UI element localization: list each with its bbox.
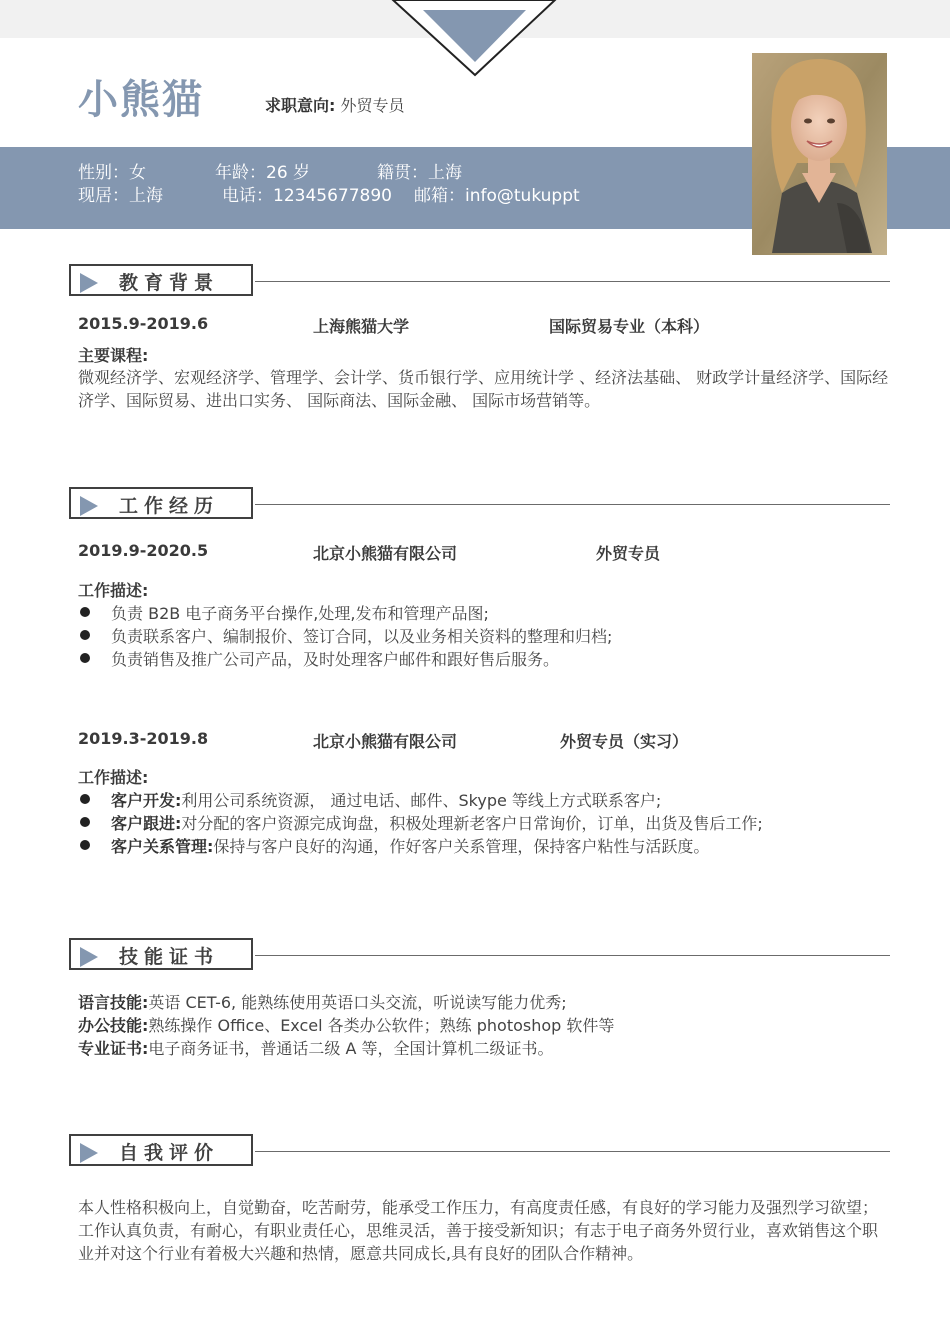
bullet-dot-icon xyxy=(80,630,90,640)
candidate-name: 小熊猫 xyxy=(78,77,204,123)
skill-certificates: 专业证书:电子商务证书，普通话二级 A 等，全国计算机二级证书。 xyxy=(78,1039,554,1058)
work-2-period: 2019.3-2019.8 xyxy=(78,729,209,748)
section-divider xyxy=(255,504,890,505)
section-divider xyxy=(255,281,890,282)
job-intent-value: 外贸专员 xyxy=(340,96,405,115)
self-evaluation-text: 本人性格积极向上，自觉勤奋，吃苦耐劳，能承受工作压力，有高度责任感，有良好的学习能力及强烈学习欲望；工作认真负责，有耐心，有职业责任心，思维灵活，善于接受新知识；有志于电子商务外贸行业，喜欢销售这个职业并对这个行业有着极大兴趣和热情，愿意共同成长,具有良好的团队合作精神。 xyxy=(78,1198,879,1263)
work-2-position: 外贸专员（实习） xyxy=(560,732,689,751)
section-header-self xyxy=(69,1134,253,1166)
residence: 现居：上海 xyxy=(78,186,163,206)
gender: 性别：女 xyxy=(78,163,146,183)
section-title-skills: 技能证书 xyxy=(119,946,220,968)
bullet-dot-icon xyxy=(80,794,90,804)
profile-photo xyxy=(752,53,887,255)
education-major: 国际贸易专业（本科） xyxy=(549,317,710,336)
native-place: 籍贯：上海 xyxy=(377,163,462,183)
education-period: 2015.9-2019.6 xyxy=(78,314,209,333)
bullet-dot-icon xyxy=(80,607,90,617)
education-school: 上海熊猫大学 xyxy=(313,317,410,336)
age: 年龄：26 岁 xyxy=(215,163,311,183)
triangle-right-icon xyxy=(80,273,98,293)
email: 邮箱：info@tukuppt xyxy=(414,186,580,206)
work-1-company: 北京小熊猫有限公司 xyxy=(313,544,458,563)
section-title-education: 教育背景 xyxy=(119,272,220,294)
courses-text: 微观经济学、宏观经济学、管理学、会计学、货币银行学、应用统计学 、经济法基础、 财政学计量经济学、国际经济学、国际贸易、进出口实务、 国际商法、国际金融、 国际市场营销等。 xyxy=(78,368,889,410)
skill-language: 语言技能:英语 CET-6, 能熟练使用英语口头交流，听说读写能力优秀; xyxy=(78,993,567,1012)
section-divider xyxy=(255,955,890,956)
section-title-work: 工作经历 xyxy=(119,495,220,517)
work-2-company: 北京小熊猫有限公司 xyxy=(313,732,458,751)
work-1-desc-label: 工作描述: xyxy=(78,581,149,600)
phone: 电话：12345677890 xyxy=(222,186,392,206)
triangle-right-icon xyxy=(80,1143,98,1163)
courses-label: 主要课程: xyxy=(78,346,149,365)
bullet-dot-icon xyxy=(80,653,90,663)
section-header-work xyxy=(69,487,253,519)
work-1-period: 2019.9-2020.5 xyxy=(78,541,209,560)
bullet-dot-icon xyxy=(80,840,90,850)
section-divider xyxy=(255,1151,890,1152)
job-intent xyxy=(265,93,405,116)
skill-office: 办公技能:熟练操作 Office、Excel 各类办公软件；熟练 photoshop 软件等 xyxy=(78,1016,615,1035)
job-intent-label: 求职意向: xyxy=(265,96,336,115)
bullet-dot-icon xyxy=(80,817,90,827)
section-header-education xyxy=(69,264,253,296)
section-title-self: 自我评价 xyxy=(119,1142,220,1164)
section-header-skills xyxy=(69,938,253,970)
triangle-right-icon xyxy=(80,496,98,516)
work-2-desc-label: 工作描述: xyxy=(78,768,149,787)
triangle-right-icon xyxy=(80,947,98,967)
work-1-position: 外贸专员 xyxy=(596,544,661,563)
